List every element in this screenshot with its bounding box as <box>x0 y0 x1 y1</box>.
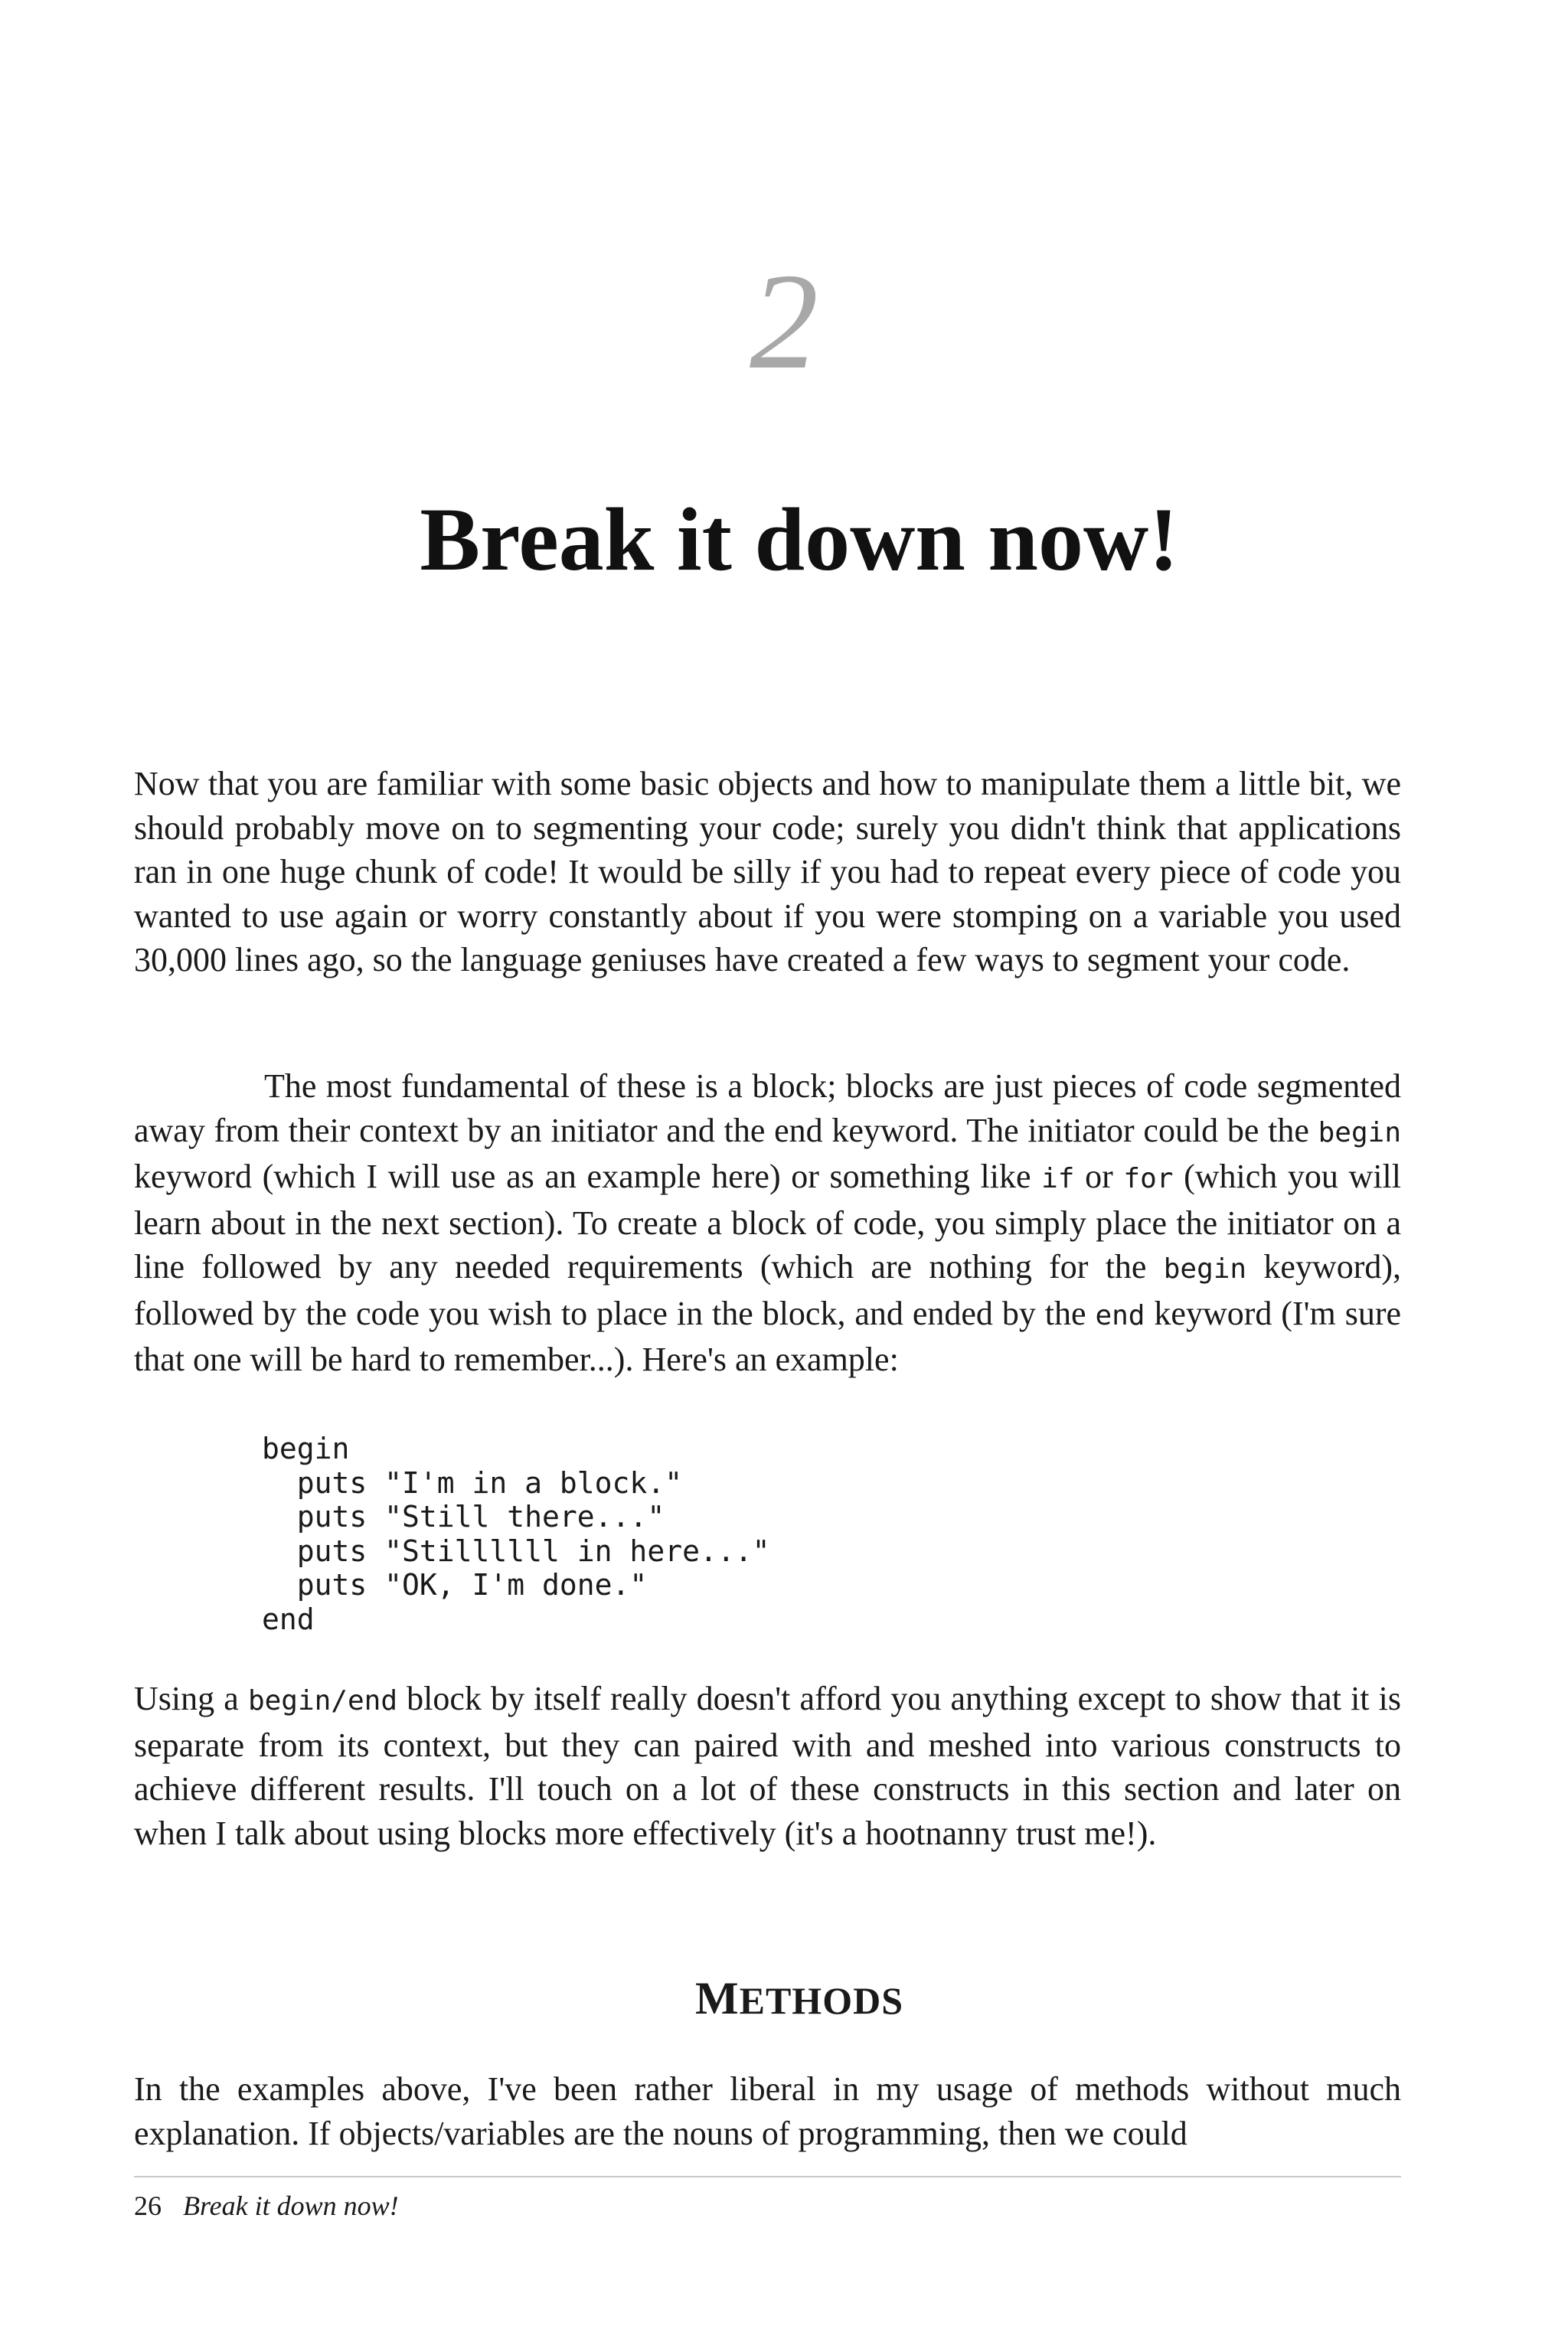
paragraph-blocks-text-3: or <box>1074 1158 1124 1195</box>
inline-code-for: for <box>1123 1163 1174 1194</box>
inline-code-begin: begin <box>1318 1116 1401 1148</box>
paragraph-intro-text: Now that you are familiar with some basic objects and how to manipulate them a little bit, we should probably move on to segmenting your code; surely you didn't think that applications ran in one huge chunk of code! It would be silly if you had to repeat every piece of code you wanted to use again or worry constantly about if you were stomping on a variable you used 30,000 lines ago, so the language geniuses have created a few ways to segment your code. <box>134 765 1401 978</box>
chapter-number: 2 <box>750 245 818 397</box>
paragraph-blocks-text-4: (which you will learn about in the next section). To create a block of code, you simply place the initiator on a line followed by any needed requirements (which are nothing for the <box>134 1158 1401 1285</box>
paragraph-methods-text: In the examples above, I've been rather liberal in my usage of methods without much explanation. If objects/variables are the nouns of programming, then we could <box>134 2070 1401 2152</box>
paragraph-blocks-text-1: The most fundamental of these is a block; blocks are just pieces of code segmented away from their context by an initiator and the end keyword. The initiator could be the <box>134 1067 1401 1149</box>
page-footer <box>134 2188 399 2223</box>
paragraph-blocks <box>134 1064 1401 1382</box>
section-heading-methods <box>0 1971 1568 2027</box>
paragraph-begin-end <box>134 1677 1401 1855</box>
paragraph-methods <box>134 2067 1401 2155</box>
section-heading-rest: ETHODS <box>739 1979 904 2022</box>
chapter-title: Break it down now! <box>420 489 1179 590</box>
code-example: begin puts "I'm in a block." puts "Still there..." puts "Stillllll in here..." puts "OK, I'm done." end <box>262 1432 770 1636</box>
paragraph-begin-end-text-2: block by itself really doesn't afford you anything except to show that it is separate from its context, but they can paired with and meshed into various constructs to achieve different results. I'll touch on a lot of these constructs in this section and later on when I talk about using blocks more effectively (it's a hootnanny trust me!). <box>134 1680 1402 1852</box>
paragraph-blocks-text-5: keyword), followed by the code you wish to place in the block, and ended by the <box>134 1248 1402 1332</box>
section-heading-initial: M <box>694 1973 740 2024</box>
paragraph-blocks-text-2: keyword (which I will use as an example here) or something like <box>134 1158 1042 1195</box>
page-number: 26 <box>134 2190 162 2221</box>
inline-code-begin-end: begin/end <box>247 1685 398 1717</box>
paragraph-begin-end-text-1: Using a <box>134 1680 248 1717</box>
inline-code-if: if <box>1041 1163 1075 1194</box>
footer-divider <box>134 2176 1401 2177</box>
paragraph-intro <box>134 762 1401 982</box>
paragraph-blocks-text-6: keyword (I'm sure that one will be hard to remember...). Here's an example: <box>134 1294 1402 1378</box>
inline-code-end: end <box>1095 1299 1145 1331</box>
inline-code-begin-2: begin <box>1163 1253 1247 1285</box>
running-title: Break it down now! <box>183 2190 399 2221</box>
